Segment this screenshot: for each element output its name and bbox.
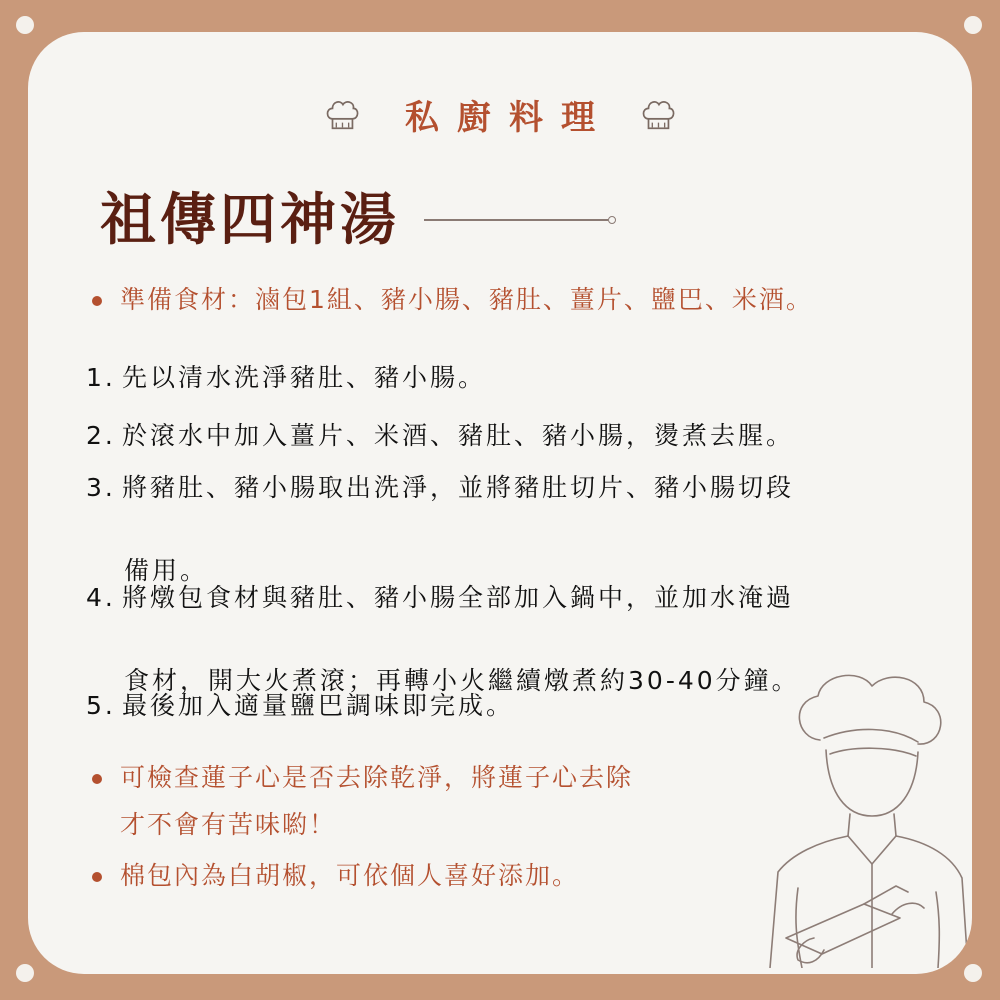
tip-text: 可檢查蓮子心是否去除乾淨，將蓮子心去除 (120, 763, 634, 792)
recipe-card (28, 32, 972, 974)
step-text: 最後加入適量鹽巴調味即完成。 (122, 691, 515, 720)
bullet-dot (92, 872, 102, 882)
step-text-continued: 食材，開大火煮滾；再轉小火繼續燉煮約30-40分鐘。 (124, 666, 800, 695)
ingredients-bullet (96, 276, 813, 323)
title-row (100, 176, 608, 256)
chef-hat-icon (639, 96, 677, 134)
bullet-dot (92, 774, 102, 784)
step-number: 2. (86, 421, 116, 450)
tip-2 (96, 852, 579, 899)
step-1 (86, 354, 926, 402)
ingredients-text: 準備食材：滷包1組、豬小腸、豬肚、薑片、鹽巴、米酒。 (120, 285, 813, 314)
tip-text: 棉包內為白胡椒，可依個人喜好添加。 (120, 861, 580, 890)
title-divider (424, 219, 608, 221)
step-number: 3. (86, 473, 116, 502)
step-2 (86, 412, 926, 460)
chef-illustration (768, 668, 968, 968)
brand-header (28, 90, 972, 139)
step-text: 將燉包食材與豬肚、豬小腸全部加入鍋中，並加水淹過 (122, 583, 795, 612)
corner-dot-bottom-left (16, 964, 34, 982)
bullet-dot (92, 296, 102, 306)
recipe-title: 祖傳四神湯 (100, 187, 400, 253)
brand-title: 私廚料理 (405, 98, 613, 138)
step-text: 於滾水中加入薑片、米酒、豬肚、豬小腸，燙煮去腥。 (122, 421, 795, 450)
corner-dot-top-right (964, 16, 982, 34)
tip-1 (96, 754, 633, 848)
chef-hat-icon (323, 96, 361, 134)
step-number: 4. (86, 583, 116, 612)
step-text: 將豬肚、豬小腸取出洗淨，並將豬肚切片、豬小腸切段 (122, 473, 795, 502)
corner-dot-top-left (16, 16, 34, 34)
tip-text-continued: 才不會有苦味喲！ (120, 810, 337, 839)
step-text: 先以清水洗淨豬肚、豬小腸。 (122, 363, 487, 392)
step-number: 1. (86, 363, 116, 392)
step-text-continued: 備用。 (124, 556, 209, 585)
step-number: 5. (86, 691, 116, 720)
